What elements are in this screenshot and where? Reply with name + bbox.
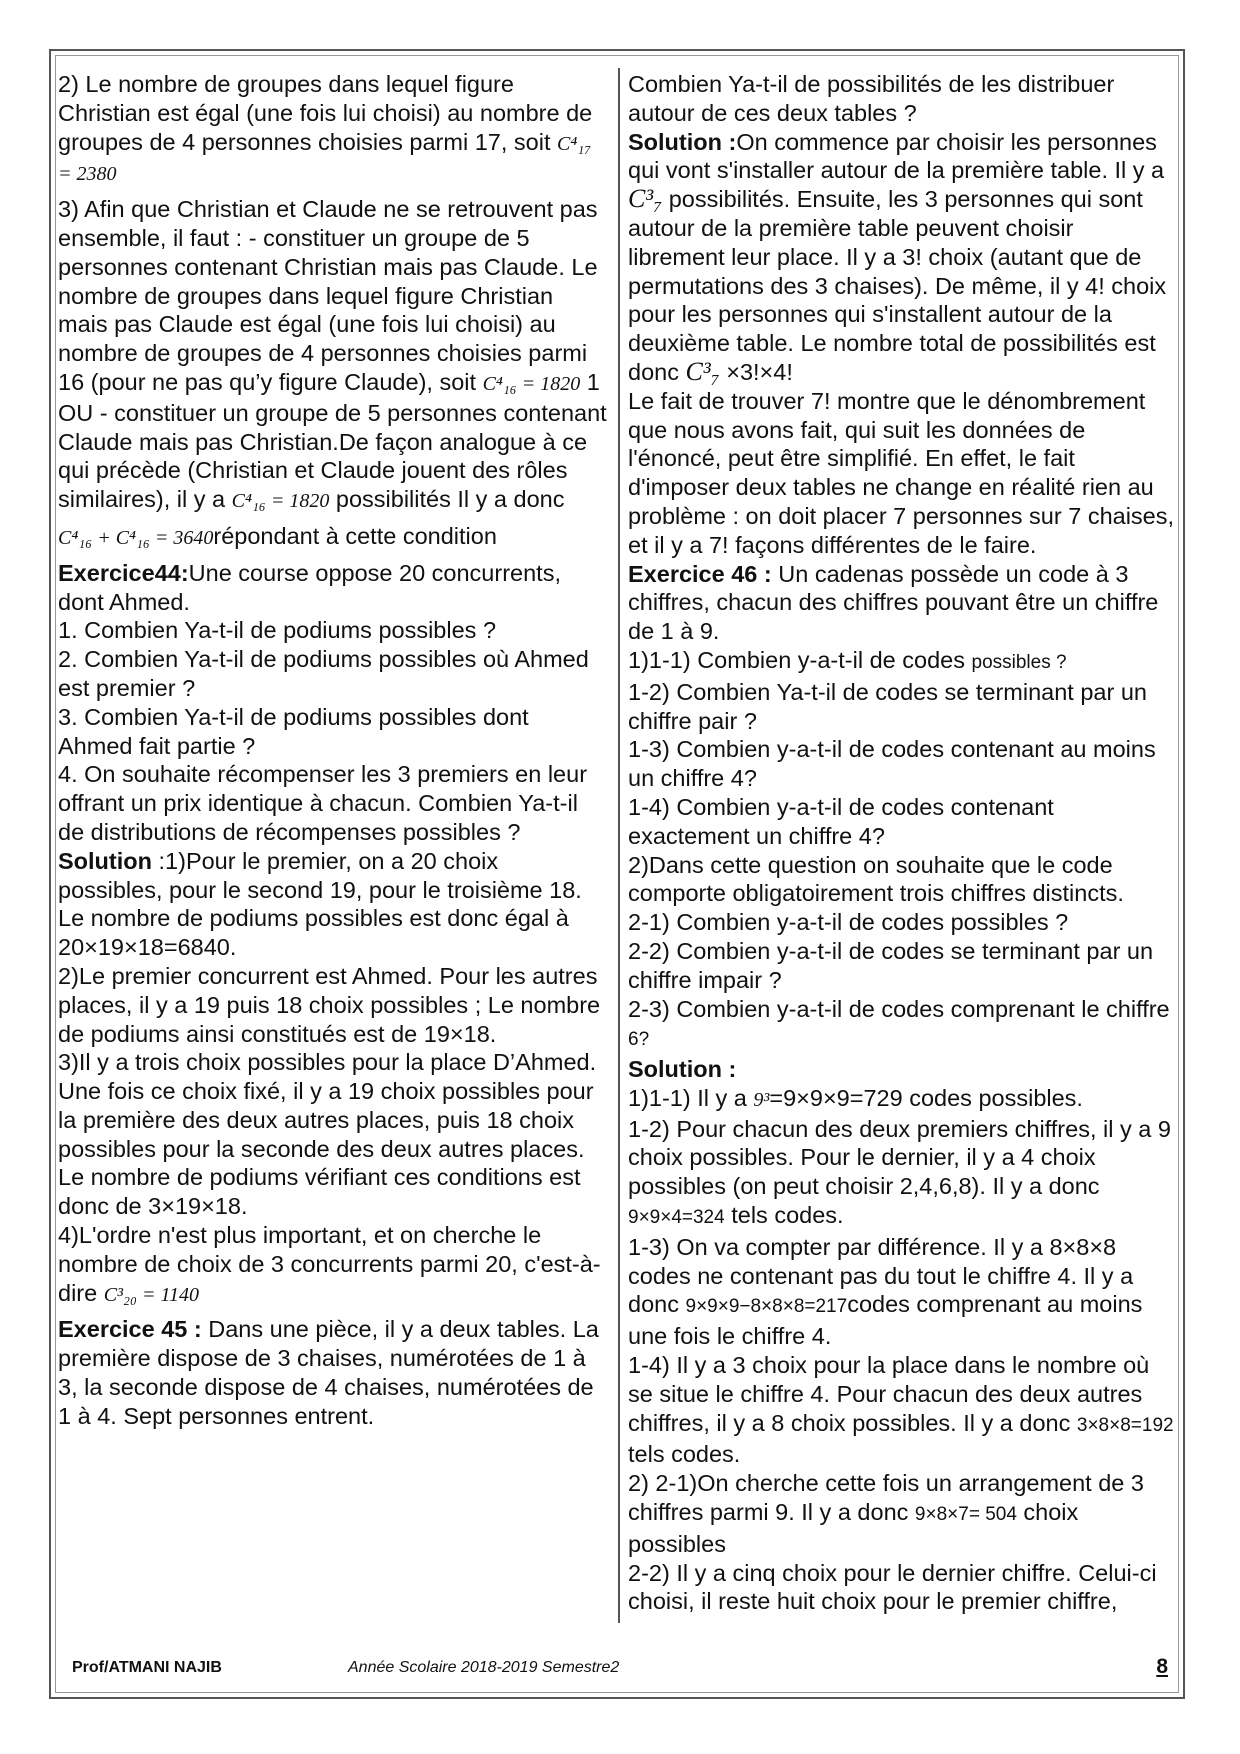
right-column: [628, 70, 1176, 1616]
text: tels codes.: [628, 1441, 741, 1468]
footer-author: Prof/ATMANI NAJIB: [72, 1659, 222, 1676]
solution: [628, 1351, 1176, 1469]
solution: 3)Il y a trois choix possibles pour la place D’Ahmed. Une fois ce choix fixé, il y a 19 choix possibles pour la première des deux autres places, puis 18 choix possibles pour la seconde des deux autres places. Le nombre de podiums vérifiant ces conditions est donc de 3×19×18.: [58, 1049, 597, 1220]
column-divider: [618, 68, 620, 1623]
solution: [628, 1233, 1176, 1351]
text: 9×9×9−8×8×8=217: [685, 1296, 848, 1318]
question: 2. Combien Ya-t-il de podiums possibles où Ahmed est premier ?: [58, 646, 589, 701]
text: 1)1-1) Il y a: [628, 1084, 747, 1111]
text: 1-3) On va compter par différence. Il y a 8×8×8 codes ne contenant pas du tout le chiffre 4. Il y a donc: [628, 1233, 1134, 1318]
solution-title: Solution :: [628, 128, 737, 155]
math-formula: C⁴₁₇ = 2380: [58, 132, 592, 186]
math-formula: 9³: [753, 1088, 770, 1111]
page-number: 8: [1156, 1655, 1168, 1678]
question: 4. On souhaite récompenser les 3 premiers en leur offrant un prix identique à chacun. Combien Ya-t-il de distributions de récompenses possibles ?: [58, 761, 588, 845]
solution-heading: [628, 1055, 1176, 1084]
solution: [58, 1221, 608, 1309]
solution: [628, 1084, 1176, 1115]
text: 1-4) Il y a 3 choix pour la place dans le nombre où se situe le chiffre 4. Pour chacun des deux autres chiffres, il y a 8 choix possibles. Il y a donc: [628, 1352, 1150, 1436]
solution: 2)Le premier concurrent est Ahmed. Pour les autres places, il y a 19 puis 18 choix possibles ; Le nombre de podiums ainsi constitués est de 19×18.: [58, 962, 601, 1047]
math-formula: C⁴₁₆ + C⁴₁₆ = 3640: [58, 526, 214, 549]
paragraph: Le fait de trouver 7! montre que le dénombrement que nous avons fait, qui suit les données de l'énoncé, peut être simplifié. En effet, le fait d'imposer deux tables ne change en réalité rien au problème : on doit placer 7 personnes sur 7 chaises, et il y a 7! façons différentes de le faire.: [628, 387, 1175, 558]
text: choix possibles: [628, 1499, 1079, 1557]
question: [628, 646, 1176, 678]
math-formula: C³₇: [628, 184, 663, 214]
text: possibilités. Ensuite, les 3 personnes qui sont autour de la première table peuvent choisir librement leur place. Il y a 3! choix (autant que de permutations des 3 chaises). De même, il y 4! choix pour les personnes qui s'installent autour de la deuxième table. Le nombre total de possibilités est donc: [628, 186, 1167, 385]
text: 2-3) Combien y-a-t-il de codes comprenant le chiffre: [628, 995, 1170, 1022]
paragraph: [58, 522, 608, 553]
text: possibilités Il y a donc: [335, 486, 565, 513]
question: 2)Dans cette question on souhaite que le code comporte obligatoirement trois chiffres distincts.: [628, 851, 1124, 907]
solution-title: Solution: [58, 847, 152, 874]
paragraph: [58, 195, 608, 516]
text: :1)Pour le premier, on a 20 choix possibles, pour le second 19, pour le troisième 18. Le nombre de podiums possibles est donc égal à 20×19×18=6840.: [58, 847, 582, 961]
question: 2-2) Combien y-a-t-il de codes se terminant par un chiffre impair ?: [628, 937, 1154, 993]
math-formula: C³₇: [685, 356, 720, 386]
solution: [628, 128, 1176, 387]
text: Un cadenas possède un code à 3 chiffres, chacun des chiffres pouvant être un chiffre de 1 à 9.: [628, 560, 1159, 645]
question: 1-2) Combien Ya-t-il de codes se terminant par un chiffre pair ?: [628, 678, 1147, 734]
text: 9×8×7= 504: [914, 1504, 1017, 1526]
exercise-title: Exercice44:: [58, 559, 189, 586]
question: 1-4) Combien y-a-t-il de codes contenant exactement un chiffre 4?: [628, 793, 1054, 849]
left-column: [58, 70, 608, 1431]
text: =9×9×9=729 codes possibles.: [769, 1084, 1083, 1111]
exercise-title: Exercice 45 :: [58, 1316, 202, 1343]
text: Dans une pièce, il y a deux tables. La première dispose de 3 chaises, numérotées de 1 à 3, la seconde dispose de 4 chaises, numérotées de 1 à 4. Sept personnes entrent.: [58, 1316, 599, 1429]
exercise-heading: [58, 1315, 608, 1430]
exercise-heading: [628, 560, 1176, 646]
paragraph: [58, 70, 608, 189]
solution: [628, 1469, 1176, 1558]
page-footer: [60, 1655, 1180, 1685]
text: tels codes.: [731, 1202, 844, 1229]
question: 1-3) Combien y-a-t-il de codes contenant au moins un chiffre 4?: [628, 736, 1156, 792]
text: 1 OU - constituer un groupe de 5 personnes contenant Claude mais pas Christian.De façon analogue à ce qui précède (Christian et Claude jouent des rôles similaires), il y a: [58, 368, 607, 513]
exercise-heading: [58, 559, 608, 617]
solution: [628, 1115, 1176, 1233]
text: possibles ?: [971, 651, 1067, 673]
solution-title: Solution :: [628, 1056, 737, 1083]
question: [628, 995, 1176, 1056]
question: 2-1) Combien y-a-t-il de codes possibles ?: [628, 909, 1069, 936]
text: 4)L'ordre n'est plus important, et on cherche le nombre de choix de 3 concurrents parmi 20, c'est-à-dire: [58, 1222, 601, 1306]
text: 6?: [628, 1029, 650, 1051]
question: 3. Combien Ya-t-il de podiums possibles dont Ahmed fait partie ?: [58, 703, 529, 759]
text: 1-2) Pour chacun des deux premiers chiffres, il y a 9 choix possibles. Pour le dernier, il y a 4 choix possibles (on peut choisir 2,4,6,8). Il y a donc: [628, 1115, 1171, 1200]
solution: 2-2) Il y a cinq choix pour le dernier chiffre. Celui-ci choisi, il reste huit choix pour le premier chiffre,: [628, 1559, 1157, 1615]
text: On commence par choisir les personnes qui vont s'installer autour de la première table. Il y a: [628, 128, 1165, 184]
text: 3×8×8=192: [1076, 1414, 1174, 1436]
text: 9×9×4=324: [628, 1207, 725, 1229]
exercise-title: Exercice 46 :: [628, 560, 772, 587]
solution: [58, 847, 608, 962]
text: codes comprenant au moins une fois le chiffre 4.: [628, 1291, 1143, 1350]
math-formula: C⁴₁₆ = 1820: [231, 490, 330, 513]
text: répondant à cette condition: [213, 522, 497, 549]
math-formula: C⁴₁₆ = 1820: [482, 372, 581, 395]
text: 2) Le nombre de groupes dans lequel figure Christian est égal (une fois lui choisi) au nombre de groupes de 4 personnes choisies parmi 17, soit: [58, 71, 593, 155]
text: ×3!×4!: [726, 358, 793, 385]
math-formula: C³₂₀ = 1140: [103, 1283, 199, 1306]
text: Une course oppose 20 concurrents, dont Ahmed.: [58, 559, 561, 615]
footer-school-year: Année Scolaire 2018-2019 Semestre2: [348, 1659, 620, 1676]
paragraph: Combien Ya-t-il de possibilités de les distribuer autour de ces deux tables ?: [628, 71, 1115, 126]
text: 1)1-1) Combien y-a-t-il de codes: [628, 646, 965, 673]
question: 1. Combien Ya-t-il de podiums possibles ?: [58, 617, 497, 644]
text: 2) 2-1)On cherche cette fois un arrangement de 3 chiffres parmi 9. Il y a donc: [628, 1470, 1144, 1526]
text: 3) Afin que Christian et Claude ne se retrouvent pas ensemble, il faut : - constituer un groupe de 5 personnes contenant Christian mais pas Claude. Le nombre de groupes dans lequel figure Christian mais pas Claude est égal (une fois lui choisi) au nombre de groupes de 4 personnes choisies parmi 16 (pour ne pas qu’y figure Claude), soit: [58, 196, 598, 395]
